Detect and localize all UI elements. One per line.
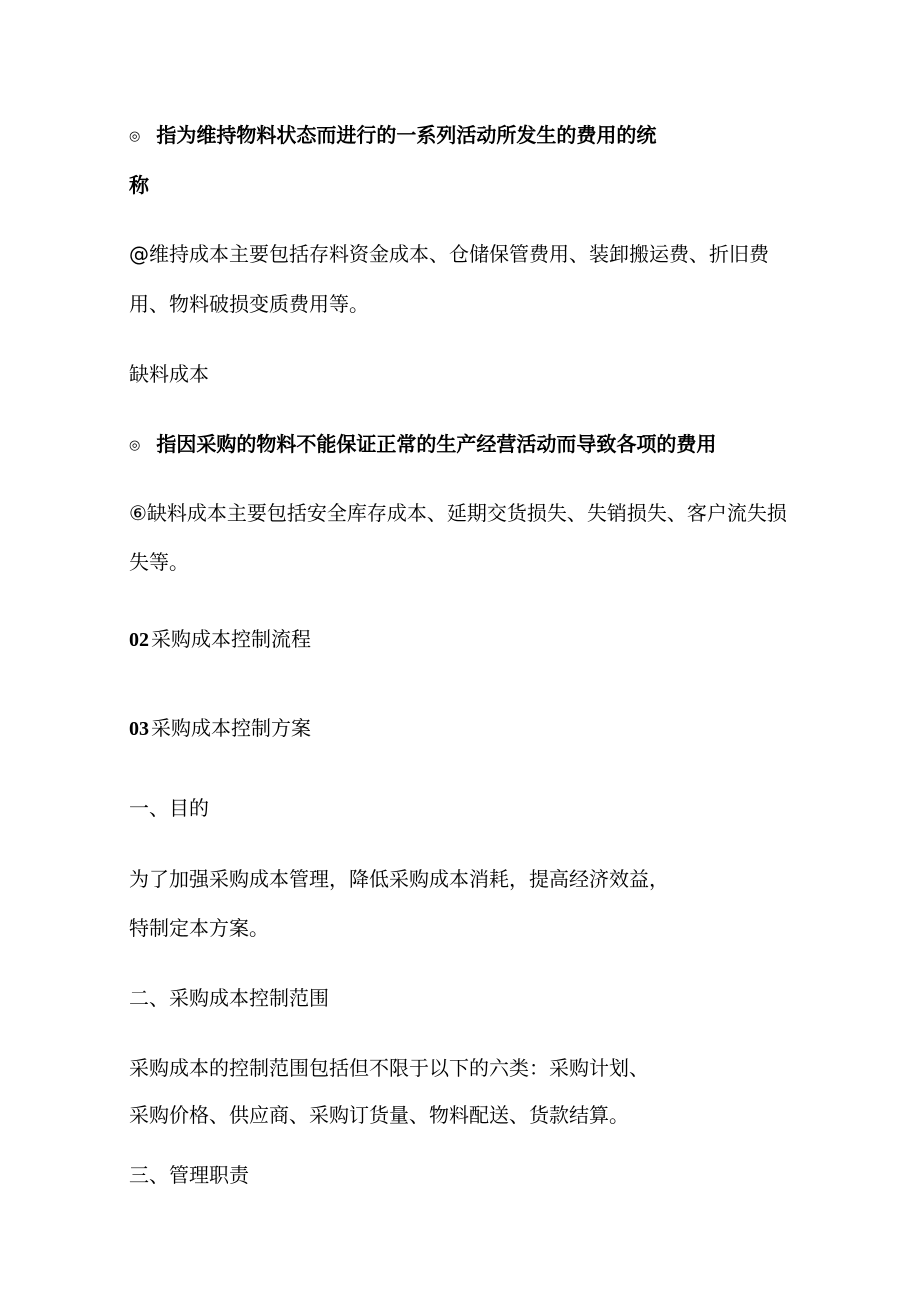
paragraph-maintenance-cost-line-2: 用、物料破损变质费用等。 (129, 292, 369, 316)
paragraph-purpose-line-2: 特制定本方案。 (129, 916, 269, 940)
circle-bullet-icon: ◎ (129, 129, 141, 144)
bullet-text-shortage: 指因采购的物料不能保证正常的生产经营活动而导致各项的费用 (156, 432, 717, 456)
paragraph-scope-line-2: 采购价格、供应商、采购订货量、物料配送、货款结算。 (129, 1103, 629, 1127)
bullet-text-line-2: 称 (129, 173, 149, 197)
paragraph-shortage-cost-line-2: 失等。 (129, 550, 189, 574)
section-03-heading (129, 714, 311, 743)
bullet-paragraph-shortage (129, 430, 716, 460)
heading-purpose: 一、目的 (129, 796, 209, 820)
section-number: 02 (129, 629, 149, 651)
paragraph-shortage-cost-line-1: ⑥缺料成本主要包括安全库存成本、延期交货损失、失销损失、客户流失损 (129, 501, 787, 525)
paragraph-maintenance-cost-line-1: @维持成本主要包括存料资金成本、仓储保管费用、装卸搬运费、折旧费 (129, 242, 769, 266)
circle-bullet-icon: ◎ (129, 438, 141, 453)
paragraph-scope-line-1: 采购成本的控制范围包括但不限于以下的六类：采购计划、 (129, 1056, 649, 1080)
paragraph-purpose-line-1: 为了加强采购成本管理，降低采购成本消耗，提高经济效益， (129, 867, 669, 891)
heading-responsibilities: 三、管理职责 (129, 1163, 249, 1187)
bullet-text-line-1: 指为维持物料状态而进行的一系列活动所发生的费用的统 (156, 123, 657, 147)
section-02-heading (129, 625, 311, 654)
section-title: 采购成本控制方案 (151, 716, 311, 740)
bullet-paragraph-maintenance (129, 121, 656, 151)
section-title: 采购成本控制流程 (151, 627, 311, 651)
heading-scope: 二、采购成本控制范围 (129, 986, 329, 1010)
heading-shortage-cost: 缺料成本 (129, 362, 209, 386)
section-number: 03 (129, 718, 149, 740)
